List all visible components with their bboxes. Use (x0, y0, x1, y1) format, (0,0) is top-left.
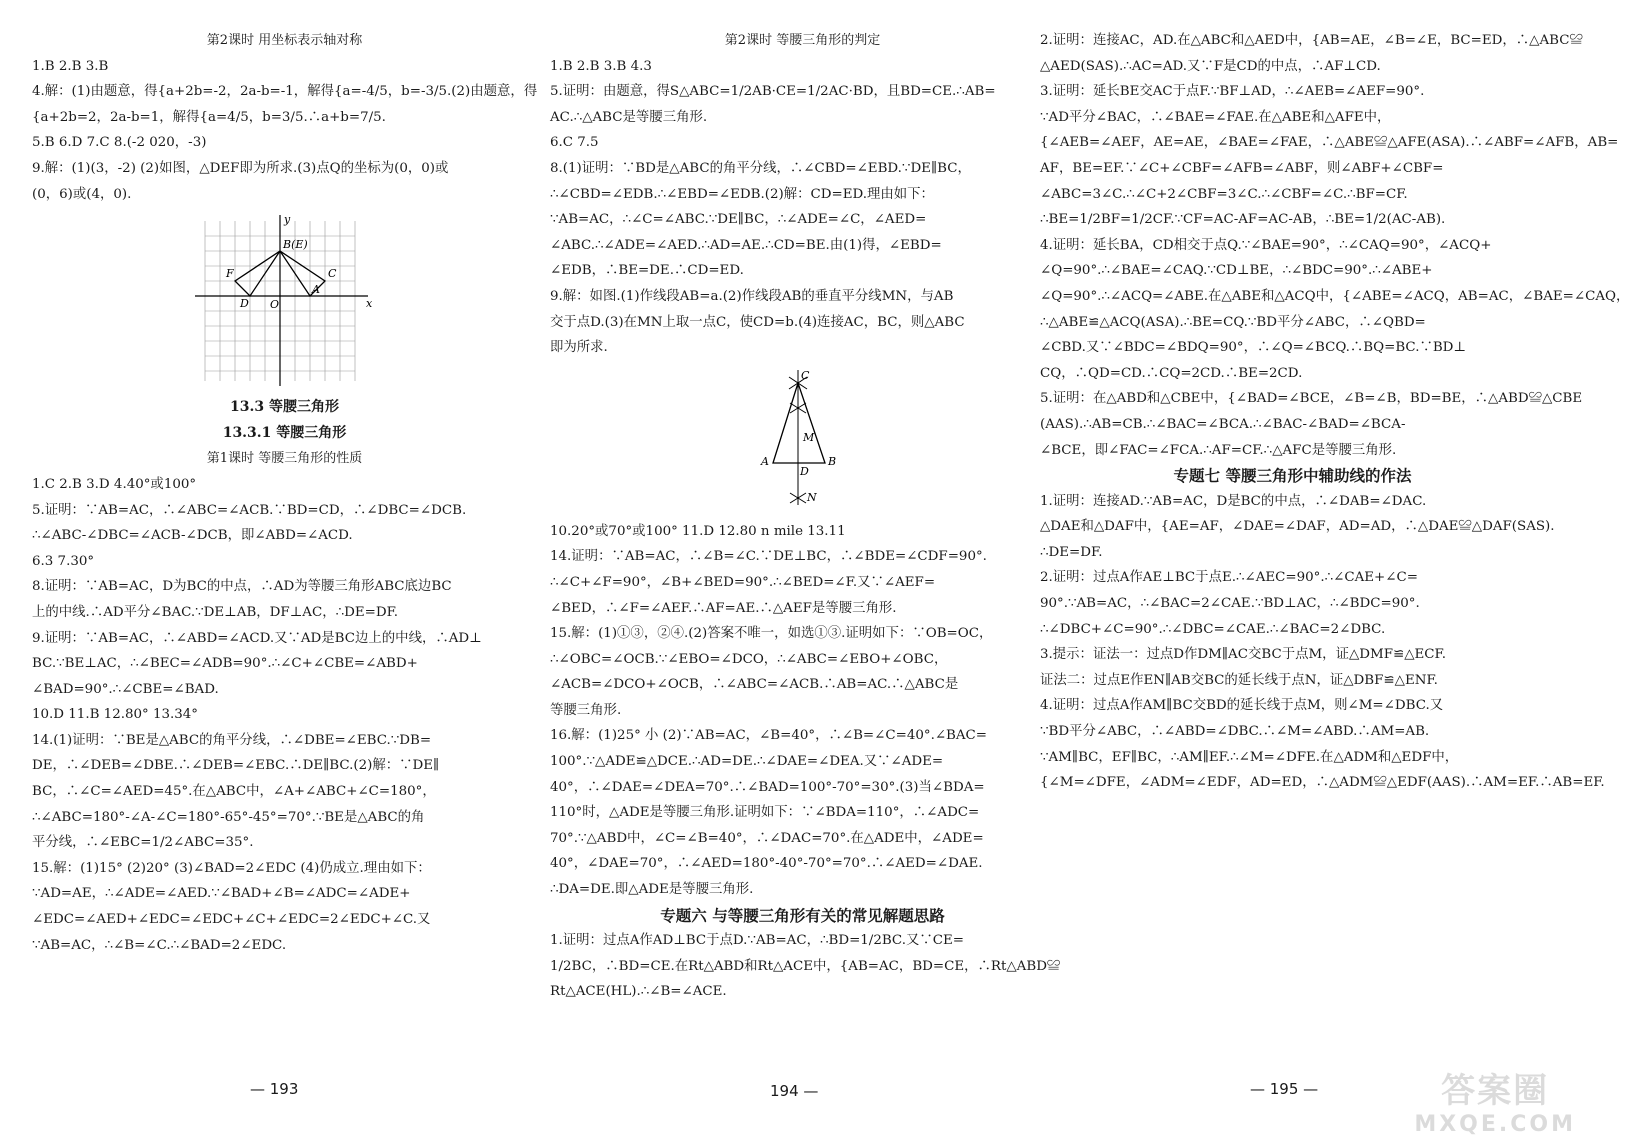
text-line: AC.∴△ABC是等腰三角形. (550, 109, 708, 125)
text-line: CQ，∴QD=CD.∴CQ=2CD.∴BE=2CD. (1040, 365, 1303, 381)
text-line: (AAS).∴AB=CB.∴∠BAC=∠BCA.∴∠BAC-∠BAD=∠BCA- (1040, 416, 1406, 432)
text-line: 4.证明：过点A作AM∥BC交BD的延长线于点M，则∠M=∠DBC.又 (1040, 698, 1444, 714)
text-line: 15.解：(1)①③，②④.(2)答案不唯一，如选①③.证明如下：∵OB=OC， (550, 626, 993, 642)
text-line: 9.解：如图.(1)作线段AB=a.(2)作线段AB的垂直平分线MN，与AB (550, 288, 954, 304)
text-line: ∵AD平分∠BAC，∴∠BAE=∠FAE.在△ABE和△AFE中， (1040, 109, 1391, 125)
answer-block (550, 519, 1055, 903)
text-line: ∵AB=AC，∴∠B=∠C.∴∠BAD=2∠EDC. (32, 937, 287, 953)
text-line: 70°.∵△ABD中，∠C=∠B=40°，∴∠DAC=70°.在△ADE中，∠ADE= (550, 830, 984, 846)
text-line: ∠BED，∴∠F=∠AEF.∴AF=AE.∴△AEF是等腰三角形. (550, 600, 897, 616)
label-y: y (283, 213, 290, 227)
text-line: 1.证明：过点A作AD⊥BC于点D.∵AB=AC，∴BD=1/2BC.又∵CE= (550, 933, 964, 949)
text-line: 9.解：(1)(3，-2) (2)如图，△DEF即为所求.(3)点Q的坐标为(0，0)或 (32, 160, 449, 176)
text-line: 4.证明：延长BA，CD相交于点Q.∵∠BAE=90°，∴∠CAQ=90°，∠ACQ+ (1040, 237, 1492, 253)
text-line: △AED(SAS).∴AC=AD.又∵F是CD的中点，∴AF⊥CD. (1040, 58, 1381, 74)
text-line: ∠BAD=90°.∴∠CBE=∠BAD. (32, 681, 219, 697)
text-line: 90°.∵AB=AC，∴∠BAC=2∠CAE.∵BD⊥AC，∴∠BDC=90°. (1040, 596, 1420, 612)
text-line: ∠ACB=∠DCO+∠OCB，∴∠ABC=∠ACB.∴AB=AC.∴△ABC是 (550, 677, 959, 693)
text-line: 即为所求. (550, 340, 608, 356)
text-line: 1.B 2.B 3.B 4.3 (550, 58, 652, 74)
text-line: DE，∴∠DEB=∠DBE.∴∠DEB=∠EBC.∴DE∥BC.(2)解：∵DE∥ (32, 758, 440, 774)
text-line: ∴∠ABC-∠DBC=∠ACB-∠DCB，即∠ABD=∠ACD. (32, 528, 353, 544)
text-line: (0，6)或(4，0). (32, 186, 132, 202)
text-line: ∴∠CBD=∠EDB.∴∠EBD=∠EDB.(2)解：CD=ED.理由如下： (550, 186, 934, 202)
section-title: 13.3 等腰三角形 (230, 399, 339, 416)
text-line: AF，BE=EF.∵∠C+∠CBF=∠AFB=∠ABF，则∠ABF+∠CBF= (1040, 160, 1444, 176)
text-line: {a+2b=2，2a-b=1，解得{a=4/5，b=3/5.∴a+b=7/5. (32, 109, 386, 125)
answer-block (1040, 489, 1605, 796)
text-line: ∵AB=AC，∴∠C=∠ABC.∵DE∥BC，∴∠ADE=∠C，∠AED= (550, 212, 927, 228)
text-line: ∴∠C+∠F=90°，∠B+∠BED=90°.∴∠BED=∠F.又∵∠AEF= (550, 574, 936, 590)
label-d: D (799, 464, 809, 478)
text-line: 15.解：(1)15° (2)20° (3)∠BAD=2∠EDC (4)仍成立.理由如下： (32, 860, 431, 876)
text-line: 10.D 11.B 12.80° 13.34° (32, 707, 198, 723)
label-x: x (365, 297, 372, 311)
text-line: 4.解：(1)由题意，得{a+2b=-2，2a-b=-1，解得{a=-4/5，b=-3/5.(2)由题意，得 (32, 84, 538, 100)
text-line: ∠EDB，∴BE=DE.∴CD=ED. (550, 263, 744, 279)
label-o: O (269, 298, 279, 312)
text-line: 5.B 6.D 7.C 8.(-2 020，-3) (32, 135, 207, 151)
page-number: — 195 — (1250, 1080, 1319, 1098)
coordinate-graph (190, 211, 380, 391)
page-number: 194 — (770, 1082, 819, 1100)
answer-block (1040, 28, 1629, 463)
text-line: ∴∠ABC=180°-∠A-∠C=180°-65°-45°=70°.∵BE是△ABC的角 (32, 809, 425, 825)
text-line: 1.证明：连接AD.∵AB=AC，D是BC的中点，∴∠DAB=∠DAC. (1040, 493, 1427, 509)
label-f: F (225, 267, 234, 281)
text-line: 3.提示：证法一：过点D作DM∥AC交BC于点M，证△DMF≌△ECF. (1040, 647, 1446, 663)
page-number: — 193 (250, 1080, 299, 1098)
triangle-def (235, 251, 280, 296)
text-line: 16.解：(1)25° 小 (2)∵AB=AC，∠B=40°，∴∠B=∠C=40°.∠BAC= (550, 728, 988, 744)
text-line: 6.3 7.30° (32, 553, 95, 569)
answer-block (32, 54, 537, 208)
label-a: A (311, 283, 320, 297)
text-line: 1.C 2.B 3.D 4.40°或100° (32, 476, 197, 492)
lesson-title: 第1课时 等腰三角形的性质 (206, 451, 363, 467)
text-line: ∠BCE，即∠FAC=∠FCA.∴AF=CF.∴△AFC是等腰三角形. (1040, 442, 1397, 458)
text-line: 2.证明：连接AC，AD.在△ABC和△AED中，{AB=AE，∠B=∠E，BC=ED，∴△ABC≌ (1040, 33, 1583, 48)
text-line: 5.证明：由题意，得S△ABC=1/2AB·CE=1/2AC·BD，且BD=CE.∴AB= (550, 84, 996, 100)
text-line: ∴∠DBC+∠C=90°.∴∠DBC=∠CAE.∴∠BAC=2∠DBC. (1040, 621, 1386, 637)
text-line: 1/2BC，∴BD=CE.在Rt△ABD和Rt△ACE中，{AB=AC，BD=CE，∴Rt△ABD≌ (550, 958, 1061, 974)
label-m: M (802, 430, 814, 444)
topic-title: 专题六 与等腰三角形有关的常见解题思路 (660, 905, 945, 925)
answer-block (550, 54, 1055, 361)
text-line: ∠ABC=3∠C.∴∠C+2∠CBF=3∠C.∴∠CBF=∠C.∴BF=CF. (1040, 186, 1408, 202)
lesson-header: 第2课时 用坐标表示轴对称 (206, 33, 363, 48)
text-line: 100°.∵△ADE≌△DCE.∴AD=DE.∴∠DAE=∠DEA.又∵∠ADE= (550, 754, 944, 770)
text-line: 证法二：过点E作EN∥AB交BC的延长线于点N，证△DBF≌△ENF. (1040, 672, 1438, 688)
text-line: ∠Q=90°.∴∠ACQ=∠ABE.在△ABE和△ACQ中，{∠ABE=∠ACQ，AB=AC，∠BAE=∠CAQ， (1040, 288, 1629, 304)
text-line: 2.证明：过点A作AE⊥BC于点E.∴∠AEC=90°.∴∠CAE+∠C= (1040, 570, 1418, 586)
text-line: 8.(1)证明：∵BD是△ABC的角平分线，∴∠CBD=∠EBD.∵DE∥BC， (550, 160, 971, 176)
text-line: 110°时，△ADE是等腰三角形.证明如下：∵∠BDA=110°，∴∠ADC= (550, 805, 980, 821)
watermark-line1: 答案圈 (1441, 1071, 1550, 1111)
lesson-header: 第2课时 等腰三角形的判定 (724, 33, 881, 48)
text-line: 6.C 7.5 (550, 135, 599, 151)
text-line: 平分线，∴∠EBC=1/2∠ABC=35°. (32, 835, 254, 851)
text-line: △DAE和△DAF中，{AE=AF，∠DAE=∠DAF，AD=AD，∴△DAE≌△DAF(SAS). (1040, 519, 1555, 535)
text-line: 交于点D.(3)在MN上取一点C，使CD=b.(4)连接AC，BC，则△ABC (550, 314, 965, 330)
page-194 (550, 28, 1061, 1005)
text-line: 5.证明：∵AB=AC，∴∠ABC=∠ACB.∵BD=CD，∴∠DBC=∠DCB. (32, 502, 467, 518)
text-line: 14.证明：∵AB=AC，∴∠B=∠C.∵DE⊥BC，∴∠BDE=∠CDF=90°. (550, 549, 987, 565)
text-line: 等腰三角形. (550, 702, 622, 718)
text-line: {∠M=∠DFE，∠ADM=∠EDF，AD=ED，∴△ADM≌△EDF(AAS).∴AM=EF.∴AB=EF. (1040, 775, 1605, 791)
text-line: 5.证明：在△ABD和△CBE中，{∠BAD=∠BCE，∠B=∠B，BD=BE，∴△ABD≌△CBE (1040, 391, 1583, 407)
label-b: B(E) (282, 238, 308, 252)
text-line: BC，∴∠C=∠AED=45°.在△ABC中，∠A+∠ABC+∠C=180°， (32, 784, 436, 800)
text-line: 1.B 2.B 3.B (32, 58, 109, 74)
page-193 (32, 28, 537, 958)
topic-title: 专题七 等腰三角形中辅助线的作法 (1173, 466, 1412, 486)
isosceles-construction-figure (743, 365, 863, 515)
label-b: B (827, 454, 836, 468)
text-line: ∴BE=1/2BF=1/2CF.∵CF=AC-AF=AC-AB，∴BE=1/2(AC-AB). (1040, 212, 1446, 228)
answer-block (550, 928, 1061, 1005)
text-line: 8.证明：∵AB=AC，D为BC的中点，∴AD为等腰三角形ABC底边BC (32, 579, 452, 595)
text-line: ∴DA=DE.即△ADE是等腰三角形. (550, 882, 754, 898)
text-line: ∵BD平分∠ABC，∴∠ABD=∠DBC.∴∠M=∠ABD.∴AM=AB. (1040, 724, 1430, 740)
watermark-logo (1414, 1063, 1576, 1137)
text-line: ∵AM∥BC，EF∥BC，∴AM∥EF.∴∠M=∠DFE.在△ADM和△EDF中， (1040, 749, 1459, 765)
text-line: 14.(1)证明：∵BE是△ABC的角平分线，∴∠DBE=∠EBC.∵DB= (32, 732, 432, 748)
subsection-title: 13.3.1 等腰三角形 (222, 424, 347, 441)
text-line: ∴∠OBC=∠OCB.∵∠EBO=∠DCO，∴∠ABC=∠EBO+∠OBC， (550, 651, 948, 667)
text-line: ∴DE=DF. (1040, 544, 1103, 560)
text-line: ∠ABC.∴∠ADE=∠AED.∴AD=AE.∴CD=BE.由(1)得，∠EBD= (550, 237, 942, 253)
text-line: 40°，∠DAE=70°，∴∠AED=180°-40°-70°=70°.∴∠AED=∠DAE. (550, 856, 983, 872)
label-n: N (806, 490, 817, 504)
text-line: ∠Q=90°.∴∠BAE=∠CAQ.∵CD⊥BE，∴∠BDC=90°.∴∠ABE+ (1040, 263, 1433, 279)
label-a: A (760, 454, 769, 468)
text-line: ∴△ABE≌△ACQ(ASA).∴BE=CQ.∵BD平分∠ABC，∴∠QBD= (1040, 314, 1426, 330)
label-d: D (239, 297, 249, 311)
text-line: Rt△ACE(HL).∴∠B=∠ACE. (550, 984, 727, 1000)
text-line: 40°，∴∠DAE=∠DEA=70°.∴∠BAD=100°-70°=30°.(3)当∠BDA= (550, 779, 985, 795)
text-line: ∠EDC=∠AED+∠EDC=∠EDC+∠C+∠EDC=2∠EDC+∠C.又 (32, 912, 431, 928)
label-c: C (800, 368, 809, 382)
label-c: C (327, 267, 336, 281)
text-line: ∵AD=AE，∴∠ADE=∠AED.∵∠BAD+∠B=∠ADC=∠ADE+ (32, 886, 411, 902)
text-line: BC.∵BE⊥AC，∴∠BEC=∠ADB=90°.∴∠C+∠CBE=∠ABD+ (32, 656, 418, 672)
text-line: ∠CBD.又∵∠BDC=∠BDQ=90°，∴∠Q=∠BCQ.∴BQ=BC.∵BD⊥ (1040, 340, 1467, 356)
watermark-line2: MXQE.COM (1414, 1112, 1576, 1137)
text-line: 9.证明：∵AB=AC，∴∠ABD=∠ACD.又∵AD是BC边上的中线，∴AD⊥ (32, 630, 482, 646)
text-line: 上的中线.∴AD平分∠BAC.∵DE⊥AB，DF⊥AC，∴DE=DF. (32, 604, 399, 620)
text-line: 3.证明：延长BE交AC于点F.∵BF⊥AD，∴∠AEB=∠AEF=90°. (1040, 84, 1425, 100)
page-195 (1040, 28, 1629, 796)
text-line: {∠AEB=∠AEF，AE=AE，∠BAE=∠FAE，∴△ABE≌△AFE(ASA).∴∠ABF=∠AFB，AB= (1040, 135, 1619, 151)
answer-block (32, 472, 537, 958)
text-line: 10.20°或70°或100° 11.D 12.80 n mile 13.11 (550, 523, 846, 539)
